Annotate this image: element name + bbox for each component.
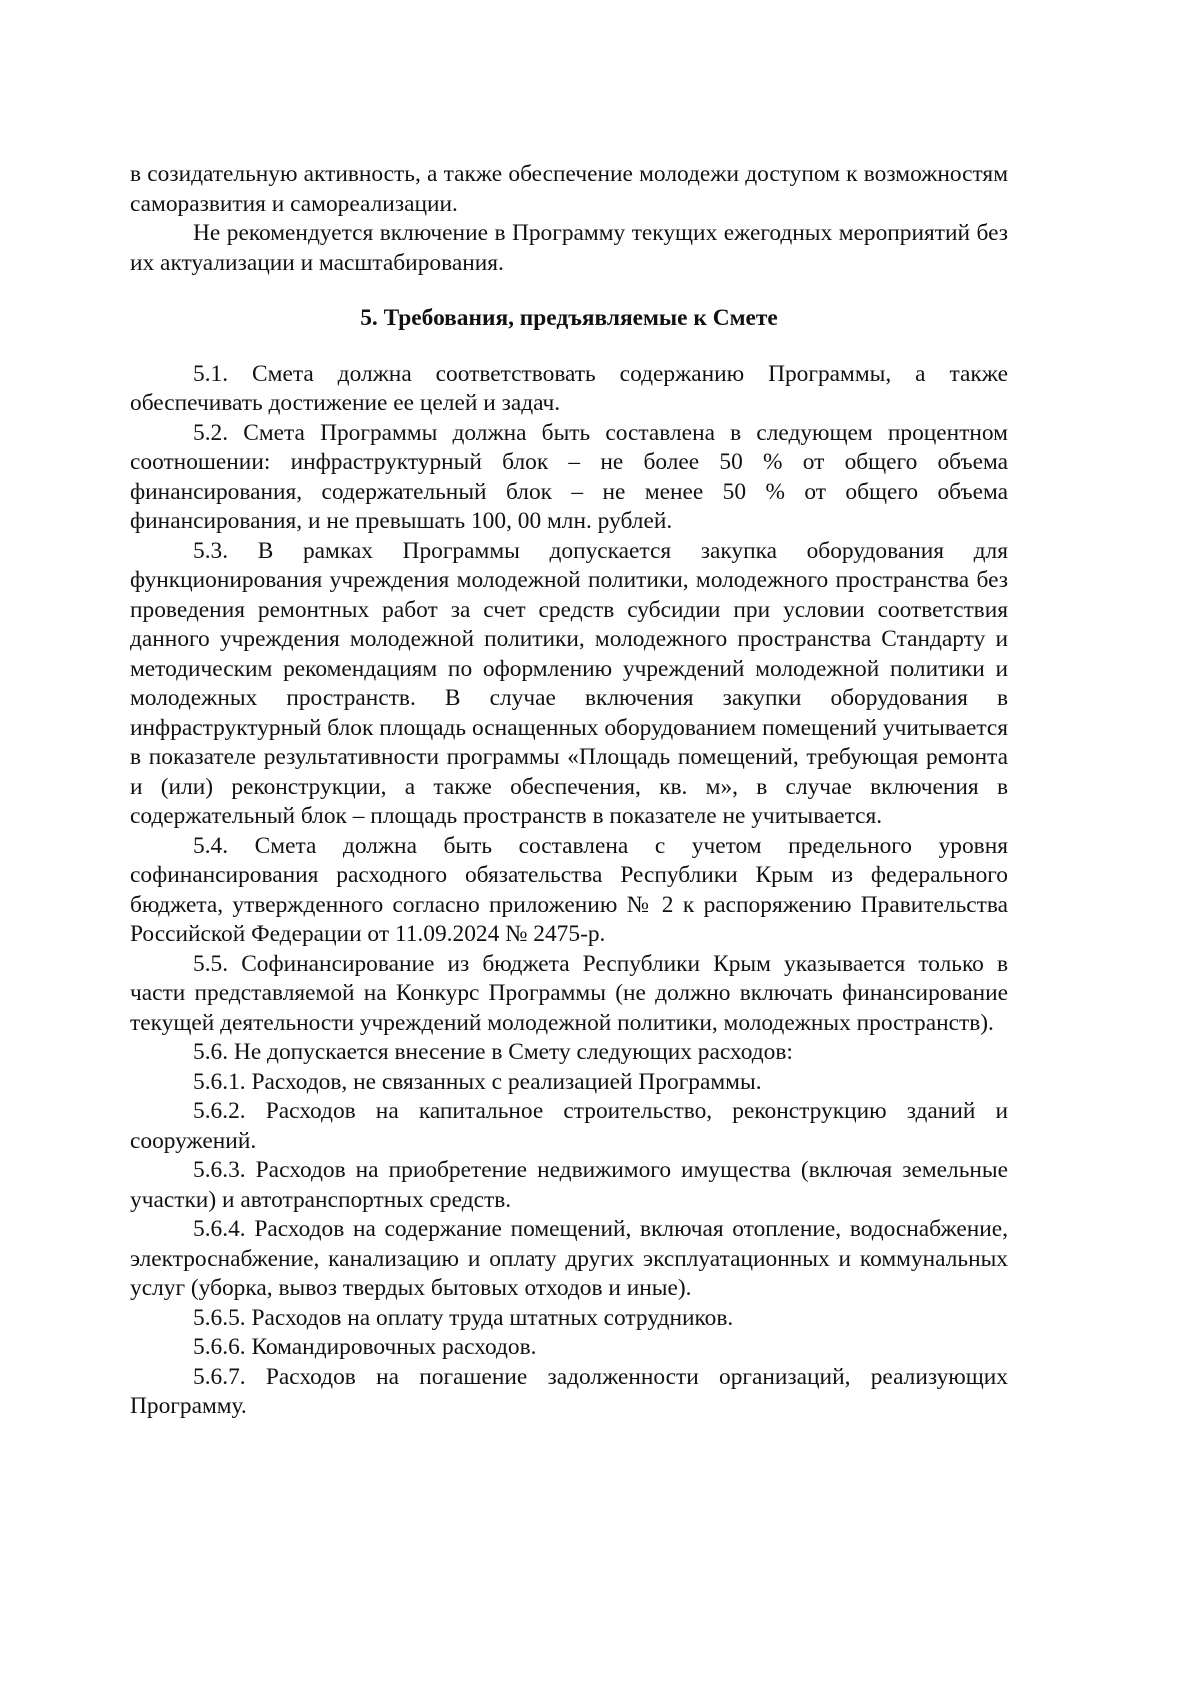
clause-5-6-5: 5.6.5. Расходов на оплату труда штатных сотрудников. xyxy=(193,1304,734,1331)
intro-paragraph-recommendation: Не рекомендуется включение в Программу текущих ежегодных мероприятий без их актуализации и масштабирования. xyxy=(130,220,1008,276)
clause-5-6-6: 5.6.6. Командировочных расходов. xyxy=(193,1334,537,1360)
clause-5-6-4: 5.6.4. Расходов на содержание помещений, включая отопление, водоснабжение, электроснабжение, канализацию и оплату других эксплуатационных и коммунальных услуг (уборка, вывоз твердых бытовых отходов и иные). xyxy=(130,1216,1008,1301)
clause-5-1: 5.1. Смета должна соответствовать содержанию Программы, а также обеспечивать достижение ее целей и задач. xyxy=(130,360,1008,416)
intro-paragraph-continuation: в созидательную активность, а также обеспечение молодежи доступом к возможностям саморазвития и самореализации. xyxy=(130,161,1008,217)
clause-5-3: 5.3. В рамках Программы допускается закупка оборудования для функционирования учреждения молодежной политики, молодежного пространства без проведения ремонтных работ за счет средств субсидии при условии соответствия данного учреждения молодежной политики, молодежного пространства Стандарту и методическим рекомендациям по оформлению учреждений молодежной политики и молодежных пространств. В случае включения закупки оборудования в инфраструктурный блок площадь оснащенных оборудованием помещений учитывается в показателе результативности программы «Площадь помещений, требующая ремонта и (или) реконструкции, а также обеспечения, кв. м», в случае включения в содержательный блок – площадь пространств в показателе не учитывается. xyxy=(130,537,1008,829)
clause-5-6-2: 5.6.2. Расходов на капитальное строительство, реконструкцию зданий и сооружений. xyxy=(130,1098,1008,1154)
clause-5-6-3: 5.6.3. Расходов на приобретение недвижимого имущества (включая земельные участки) и автотранспортных средств. xyxy=(130,1157,1008,1213)
clause-5-6-7: 5.6.7. Расходов на погашение задолженности организаций, реализующих Программу. xyxy=(130,1363,1008,1419)
clause-5-6-1: 5.6.1. Расходов, не связанных с реализацией Программы. xyxy=(193,1068,762,1095)
clause-5-2: 5.2. Смета Программы должна быть составлена в следующем процентном соотношении: инфраструктурный блок – не более 50 % от общего объема финансирования, содержательный блок – не менее 50 % от общего объема финансирования, и не превышать 100, 00 млн. рублей. xyxy=(130,419,1008,534)
section-title: 5. Требования, предъявляемые к Смете xyxy=(360,305,778,331)
clause-5-4: 5.4. Смета должна быть составлена с учетом предельного уровня софинансирования расходного обязательства Республики Крым из федерального бюджета, утвержденного согласно приложению № 2 к распоряжению Правительства Российской Федерации от 11.09.2024 № 2475-р. xyxy=(130,832,1008,947)
clause-5-5: 5.5. Софинансирование из бюджета Республики Крым указывается только в части представляемой на Конкурс Программы (не должно включать финансирование текущей деятельности учреждений молодежной политики, молодежных пространств). xyxy=(130,950,1008,1036)
clause-5-6: 5.6. Не допускается внесение в Смету следующих расходов: xyxy=(193,1039,793,1065)
document-page xyxy=(130,160,1008,1422)
